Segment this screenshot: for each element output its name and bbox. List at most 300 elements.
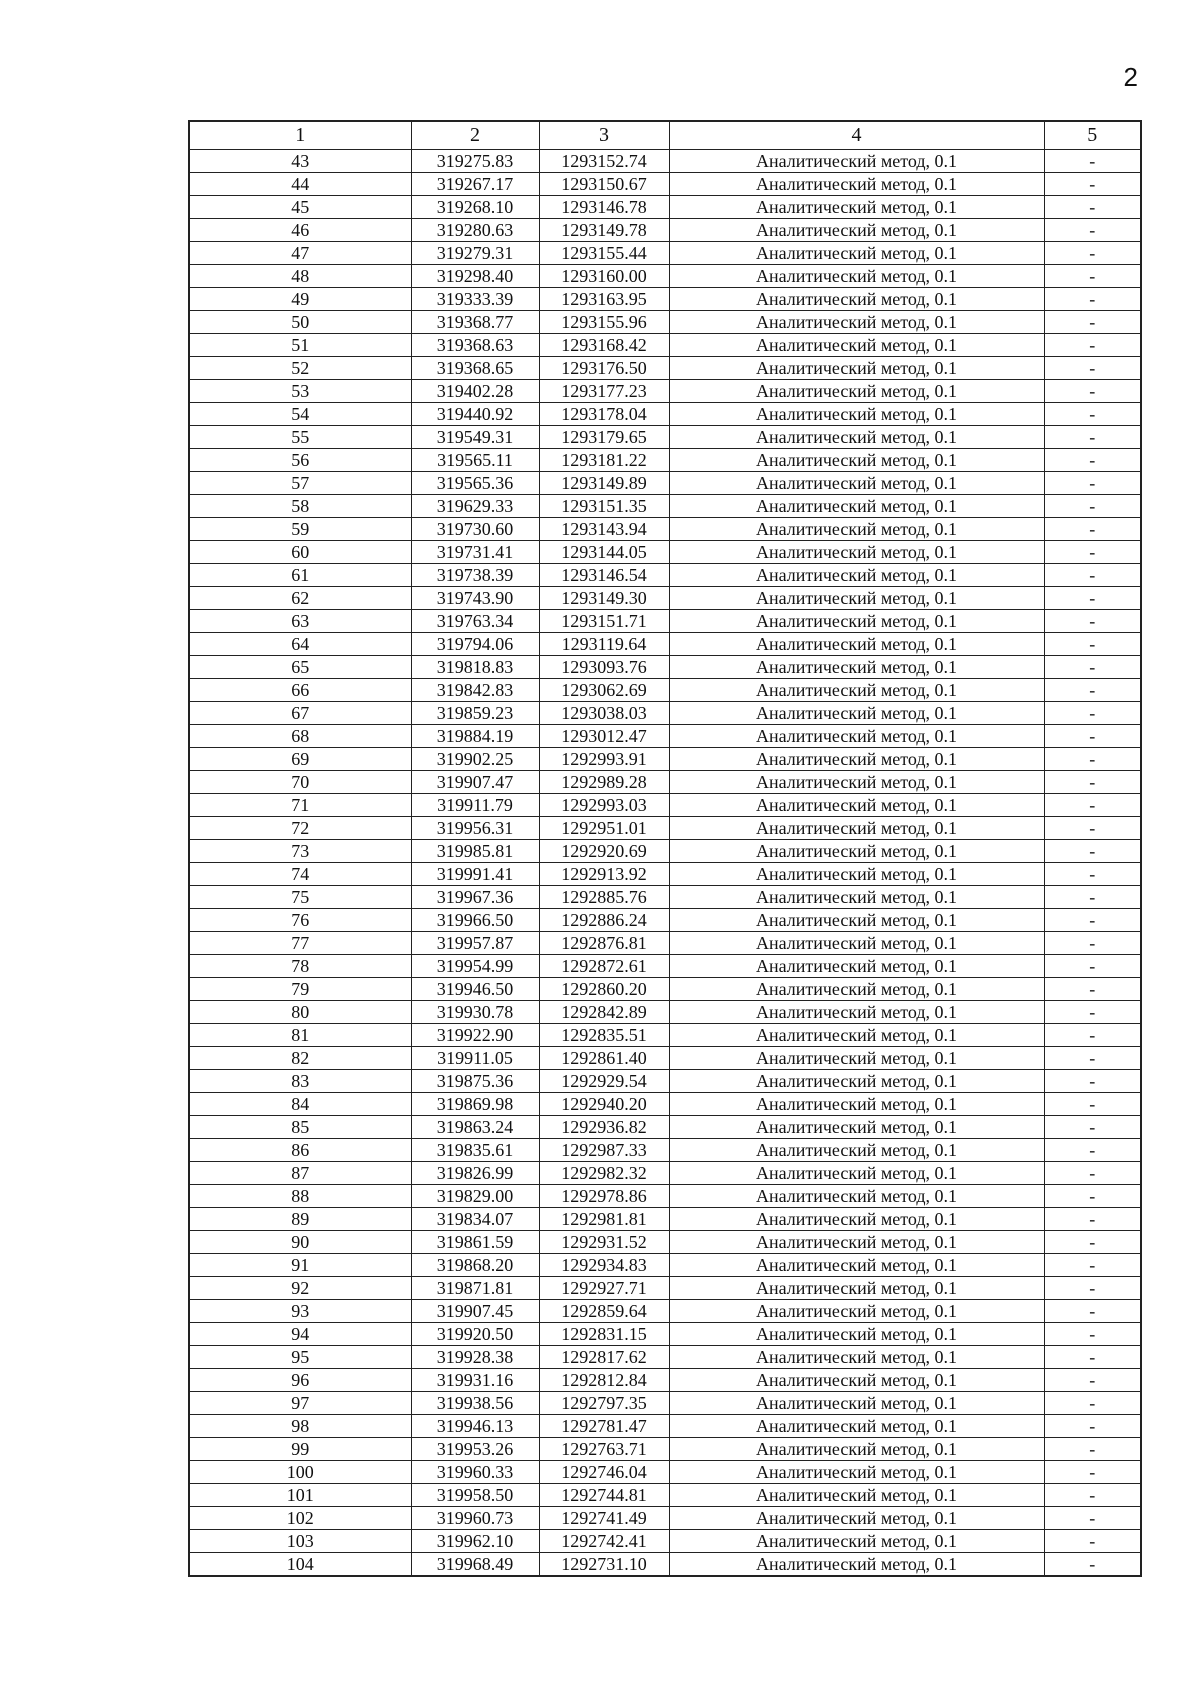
table-row xyxy=(189,840,1141,863)
point-number-cell: 86 xyxy=(189,1139,411,1162)
table-row xyxy=(189,1553,1141,1577)
table-row xyxy=(189,1346,1141,1369)
table-row xyxy=(189,357,1141,380)
note-cell: - xyxy=(1044,173,1141,196)
table-row xyxy=(189,311,1141,334)
point-number-cell: 91 xyxy=(189,1254,411,1277)
x-coordinate-cell: 319953.26 xyxy=(411,1438,539,1461)
note-cell: - xyxy=(1044,1024,1141,1047)
method-cell: Аналитический метод, 0.1 xyxy=(669,1507,1044,1530)
column-header-4: 4 xyxy=(669,121,1044,150)
point-number-cell: 103 xyxy=(189,1530,411,1553)
method-cell: Аналитический метод, 0.1 xyxy=(669,265,1044,288)
y-coordinate-cell: 1293149.30 xyxy=(539,587,669,610)
x-coordinate-cell: 319931.16 xyxy=(411,1369,539,1392)
note-cell: - xyxy=(1044,587,1141,610)
x-coordinate-cell: 319402.28 xyxy=(411,380,539,403)
table-row xyxy=(189,1185,1141,1208)
y-coordinate-cell: 1292993.91 xyxy=(539,748,669,771)
column-header-2: 2 xyxy=(411,121,539,150)
method-cell: Аналитический метод, 0.1 xyxy=(669,817,1044,840)
table-row xyxy=(189,1530,1141,1553)
method-cell: Аналитический метод, 0.1 xyxy=(669,1254,1044,1277)
y-coordinate-cell: 1292981.81 xyxy=(539,1208,669,1231)
point-number-cell: 78 xyxy=(189,955,411,978)
y-coordinate-cell: 1293178.04 xyxy=(539,403,669,426)
y-coordinate-cell: 1292741.49 xyxy=(539,1507,669,1530)
method-cell: Аналитический метод, 0.1 xyxy=(669,311,1044,334)
point-number-cell: 98 xyxy=(189,1415,411,1438)
x-coordinate-cell: 319911.05 xyxy=(411,1047,539,1070)
table-row xyxy=(189,1369,1141,1392)
table-row xyxy=(189,1392,1141,1415)
table-row xyxy=(189,150,1141,173)
note-cell: - xyxy=(1044,1231,1141,1254)
table-row xyxy=(189,1484,1141,1507)
y-coordinate-cell: 1293149.78 xyxy=(539,219,669,242)
table-row xyxy=(189,288,1141,311)
y-coordinate-cell: 1293143.94 xyxy=(539,518,669,541)
method-cell: Аналитический метод, 0.1 xyxy=(669,1484,1044,1507)
point-number-cell: 77 xyxy=(189,932,411,955)
note-cell: - xyxy=(1044,1530,1141,1553)
y-coordinate-cell: 1293160.00 xyxy=(539,265,669,288)
table-row xyxy=(189,518,1141,541)
y-coordinate-cell: 1292920.69 xyxy=(539,840,669,863)
point-number-cell: 74 xyxy=(189,863,411,886)
x-coordinate-cell: 319279.31 xyxy=(411,242,539,265)
y-coordinate-cell: 1292744.81 xyxy=(539,1484,669,1507)
table-row xyxy=(189,587,1141,610)
note-cell: - xyxy=(1044,1208,1141,1231)
y-coordinate-cell: 1293155.44 xyxy=(539,242,669,265)
table-row xyxy=(189,955,1141,978)
table-row xyxy=(189,656,1141,679)
note-cell: - xyxy=(1044,1093,1141,1116)
point-number-cell: 72 xyxy=(189,817,411,840)
y-coordinate-cell: 1292931.52 xyxy=(539,1231,669,1254)
x-coordinate-cell: 319730.60 xyxy=(411,518,539,541)
table-row xyxy=(189,1461,1141,1484)
table-row xyxy=(189,863,1141,886)
y-coordinate-cell: 1292859.64 xyxy=(539,1300,669,1323)
method-cell: Аналитический метод, 0.1 xyxy=(669,794,1044,817)
table-row xyxy=(189,610,1141,633)
x-coordinate-cell: 319861.59 xyxy=(411,1231,539,1254)
x-coordinate-cell: 319938.56 xyxy=(411,1392,539,1415)
method-cell: Аналитический метод, 0.1 xyxy=(669,173,1044,196)
table-row xyxy=(189,1024,1141,1047)
table-header-row xyxy=(189,121,1141,150)
point-number-cell: 65 xyxy=(189,656,411,679)
table-row xyxy=(189,771,1141,794)
point-number-cell: 87 xyxy=(189,1162,411,1185)
table-row xyxy=(189,265,1141,288)
method-cell: Аналитический метод, 0.1 xyxy=(669,955,1044,978)
method-cell: Аналитический метод, 0.1 xyxy=(669,564,1044,587)
note-cell: - xyxy=(1044,656,1141,679)
point-number-cell: 81 xyxy=(189,1024,411,1047)
x-coordinate-cell: 319907.47 xyxy=(411,771,539,794)
method-cell: Аналитический метод, 0.1 xyxy=(669,886,1044,909)
table-row xyxy=(189,1438,1141,1461)
y-coordinate-cell: 1292817.62 xyxy=(539,1346,669,1369)
y-coordinate-cell: 1292731.10 xyxy=(539,1553,669,1577)
x-coordinate-cell: 319268.10 xyxy=(411,196,539,219)
point-number-cell: 57 xyxy=(189,472,411,495)
x-coordinate-cell: 319962.10 xyxy=(411,1530,539,1553)
point-number-cell: 44 xyxy=(189,173,411,196)
note-cell: - xyxy=(1044,1553,1141,1577)
method-cell: Аналитический метод, 0.1 xyxy=(669,1346,1044,1369)
x-coordinate-cell: 319911.79 xyxy=(411,794,539,817)
note-cell: - xyxy=(1044,1001,1141,1024)
table-header xyxy=(189,121,1141,150)
note-cell: - xyxy=(1044,564,1141,587)
note-cell: - xyxy=(1044,1415,1141,1438)
note-cell: - xyxy=(1044,794,1141,817)
note-cell: - xyxy=(1044,1047,1141,1070)
note-cell: - xyxy=(1044,840,1141,863)
y-coordinate-cell: 1292842.89 xyxy=(539,1001,669,1024)
note-cell: - xyxy=(1044,541,1141,564)
y-coordinate-cell: 1293179.65 xyxy=(539,426,669,449)
y-coordinate-cell: 1292872.61 xyxy=(539,955,669,978)
method-cell: Аналитический метод, 0.1 xyxy=(669,380,1044,403)
note-cell: - xyxy=(1044,426,1141,449)
x-coordinate-cell: 319738.39 xyxy=(411,564,539,587)
note-cell: - xyxy=(1044,1300,1141,1323)
method-cell: Аналитический метод, 0.1 xyxy=(669,702,1044,725)
note-cell: - xyxy=(1044,334,1141,357)
method-cell: Аналитический метод, 0.1 xyxy=(669,909,1044,932)
point-number-cell: 96 xyxy=(189,1369,411,1392)
note-cell: - xyxy=(1044,978,1141,1001)
x-coordinate-cell: 319275.83 xyxy=(411,150,539,173)
table-row xyxy=(189,219,1141,242)
point-number-cell: 51 xyxy=(189,334,411,357)
y-coordinate-cell: 1292982.32 xyxy=(539,1162,669,1185)
method-cell: Аналитический метод, 0.1 xyxy=(669,656,1044,679)
method-cell: Аналитический метод, 0.1 xyxy=(669,1277,1044,1300)
note-cell: - xyxy=(1044,1139,1141,1162)
point-number-cell: 55 xyxy=(189,426,411,449)
method-cell: Аналитический метод, 0.1 xyxy=(669,587,1044,610)
x-coordinate-cell: 319794.06 xyxy=(411,633,539,656)
note-cell: - xyxy=(1044,311,1141,334)
table-row xyxy=(189,1415,1141,1438)
x-coordinate-cell: 319868.20 xyxy=(411,1254,539,1277)
method-cell: Аналитический метод, 0.1 xyxy=(669,1369,1044,1392)
y-coordinate-cell: 1292929.54 xyxy=(539,1070,669,1093)
point-number-cell: 53 xyxy=(189,380,411,403)
x-coordinate-cell: 319960.33 xyxy=(411,1461,539,1484)
y-coordinate-cell: 1292951.01 xyxy=(539,817,669,840)
y-coordinate-cell: 1293093.76 xyxy=(539,656,669,679)
method-cell: Аналитический метод, 0.1 xyxy=(669,541,1044,564)
y-coordinate-cell: 1292781.47 xyxy=(539,1415,669,1438)
x-coordinate-cell: 319960.73 xyxy=(411,1507,539,1530)
note-cell: - xyxy=(1044,380,1141,403)
table-row xyxy=(189,1507,1141,1530)
table-row xyxy=(189,794,1141,817)
y-coordinate-cell: 1293177.23 xyxy=(539,380,669,403)
method-cell: Аналитический метод, 0.1 xyxy=(669,150,1044,173)
y-coordinate-cell: 1292885.76 xyxy=(539,886,669,909)
method-cell: Аналитический метод, 0.1 xyxy=(669,748,1044,771)
y-coordinate-cell: 1292927.71 xyxy=(539,1277,669,1300)
note-cell: - xyxy=(1044,403,1141,426)
x-coordinate-cell: 319958.50 xyxy=(411,1484,539,1507)
method-cell: Аналитический метод, 0.1 xyxy=(669,610,1044,633)
x-coordinate-cell: 319826.99 xyxy=(411,1162,539,1185)
y-coordinate-cell: 1293150.67 xyxy=(539,173,669,196)
point-number-cell: 61 xyxy=(189,564,411,587)
table-row xyxy=(189,196,1141,219)
method-cell: Аналитический метод, 0.1 xyxy=(669,1024,1044,1047)
note-cell: - xyxy=(1044,817,1141,840)
point-number-cell: 48 xyxy=(189,265,411,288)
x-coordinate-cell: 319368.77 xyxy=(411,311,539,334)
point-number-cell: 46 xyxy=(189,219,411,242)
point-number-cell: 43 xyxy=(189,150,411,173)
y-coordinate-cell: 1292742.41 xyxy=(539,1530,669,1553)
point-number-cell: 79 xyxy=(189,978,411,1001)
method-cell: Аналитический метод, 0.1 xyxy=(669,357,1044,380)
point-number-cell: 67 xyxy=(189,702,411,725)
x-coordinate-cell: 319946.13 xyxy=(411,1415,539,1438)
note-cell: - xyxy=(1044,955,1141,978)
x-coordinate-cell: 319859.23 xyxy=(411,702,539,725)
method-cell: Аналитический метод, 0.1 xyxy=(669,840,1044,863)
method-cell: Аналитический метод, 0.1 xyxy=(669,403,1044,426)
note-cell: - xyxy=(1044,633,1141,656)
x-coordinate-cell: 319835.61 xyxy=(411,1139,539,1162)
method-cell: Аналитический метод, 0.1 xyxy=(669,449,1044,472)
method-cell: Аналитический метод, 0.1 xyxy=(669,288,1044,311)
point-number-cell: 45 xyxy=(189,196,411,219)
x-coordinate-cell: 319946.50 xyxy=(411,978,539,1001)
x-coordinate-cell: 319985.81 xyxy=(411,840,539,863)
page-number: 2 xyxy=(1123,62,1138,92)
table-row xyxy=(189,1323,1141,1346)
note-cell: - xyxy=(1044,357,1141,380)
method-cell: Аналитический метод, 0.1 xyxy=(669,1047,1044,1070)
method-cell: Аналитический метод, 0.1 xyxy=(669,771,1044,794)
point-number-cell: 68 xyxy=(189,725,411,748)
x-coordinate-cell: 319565.36 xyxy=(411,472,539,495)
point-number-cell: 73 xyxy=(189,840,411,863)
point-number-cell: 75 xyxy=(189,886,411,909)
table-row xyxy=(189,242,1141,265)
note-cell: - xyxy=(1044,1438,1141,1461)
method-cell: Аналитический метод, 0.1 xyxy=(669,1185,1044,1208)
note-cell: - xyxy=(1044,725,1141,748)
note-cell: - xyxy=(1044,472,1141,495)
x-coordinate-cell: 319267.17 xyxy=(411,173,539,196)
x-coordinate-cell: 319922.90 xyxy=(411,1024,539,1047)
x-coordinate-cell: 319549.31 xyxy=(411,426,539,449)
method-cell: Аналитический метод, 0.1 xyxy=(669,242,1044,265)
table-row xyxy=(189,978,1141,1001)
note-cell: - xyxy=(1044,748,1141,771)
table-row xyxy=(189,1093,1141,1116)
note-cell: - xyxy=(1044,1277,1141,1300)
point-number-cell: 47 xyxy=(189,242,411,265)
table-body xyxy=(189,150,1141,1577)
x-coordinate-cell: 319871.81 xyxy=(411,1277,539,1300)
method-cell: Аналитический метод, 0.1 xyxy=(669,1530,1044,1553)
y-coordinate-cell: 1293176.50 xyxy=(539,357,669,380)
note-cell: - xyxy=(1044,265,1141,288)
y-coordinate-cell: 1292831.15 xyxy=(539,1323,669,1346)
coordinates-table xyxy=(188,120,1142,1577)
y-coordinate-cell: 1292746.04 xyxy=(539,1461,669,1484)
point-number-cell: 95 xyxy=(189,1346,411,1369)
point-number-cell: 64 xyxy=(189,633,411,656)
x-coordinate-cell: 319743.90 xyxy=(411,587,539,610)
table-row xyxy=(189,449,1141,472)
method-cell: Аналитический метод, 0.1 xyxy=(669,1300,1044,1323)
y-coordinate-cell: 1292886.24 xyxy=(539,909,669,932)
point-number-cell: 101 xyxy=(189,1484,411,1507)
x-coordinate-cell: 319368.63 xyxy=(411,334,539,357)
point-number-cell: 85 xyxy=(189,1116,411,1139)
point-number-cell: 50 xyxy=(189,311,411,334)
y-coordinate-cell: 1292978.86 xyxy=(539,1185,669,1208)
note-cell: - xyxy=(1044,1484,1141,1507)
table-row xyxy=(189,1300,1141,1323)
point-number-cell: 69 xyxy=(189,748,411,771)
point-number-cell: 52 xyxy=(189,357,411,380)
point-number-cell: 63 xyxy=(189,610,411,633)
table-row xyxy=(189,932,1141,955)
point-number-cell: 82 xyxy=(189,1047,411,1070)
table-row xyxy=(189,1277,1141,1300)
method-cell: Аналитический метод, 0.1 xyxy=(669,1461,1044,1484)
table-row xyxy=(189,633,1141,656)
table-row xyxy=(189,817,1141,840)
note-cell: - xyxy=(1044,1185,1141,1208)
table-row xyxy=(189,702,1141,725)
point-number-cell: 54 xyxy=(189,403,411,426)
method-cell: Аналитический метод, 0.1 xyxy=(669,518,1044,541)
y-coordinate-cell: 1293119.64 xyxy=(539,633,669,656)
y-coordinate-cell: 1293149.89 xyxy=(539,472,669,495)
point-number-cell: 66 xyxy=(189,679,411,702)
y-coordinate-cell: 1293062.69 xyxy=(539,679,669,702)
table-row xyxy=(189,403,1141,426)
method-cell: Аналитический метод, 0.1 xyxy=(669,495,1044,518)
note-cell: - xyxy=(1044,288,1141,311)
note-cell: - xyxy=(1044,219,1141,242)
y-coordinate-cell: 1293038.03 xyxy=(539,702,669,725)
y-coordinate-cell: 1293012.47 xyxy=(539,725,669,748)
method-cell: Аналитический метод, 0.1 xyxy=(669,1162,1044,1185)
method-cell: Аналитический метод, 0.1 xyxy=(669,679,1044,702)
y-coordinate-cell: 1292934.83 xyxy=(539,1254,669,1277)
y-coordinate-cell: 1293146.78 xyxy=(539,196,669,219)
note-cell: - xyxy=(1044,863,1141,886)
table-row xyxy=(189,472,1141,495)
x-coordinate-cell: 319967.36 xyxy=(411,886,539,909)
x-coordinate-cell: 319863.24 xyxy=(411,1116,539,1139)
table-row xyxy=(189,1047,1141,1070)
method-cell: Аналитический метод, 0.1 xyxy=(669,1001,1044,1024)
x-coordinate-cell: 319842.83 xyxy=(411,679,539,702)
y-coordinate-cell: 1293163.95 xyxy=(539,288,669,311)
table-row xyxy=(189,1070,1141,1093)
y-coordinate-cell: 1293181.22 xyxy=(539,449,669,472)
x-coordinate-cell: 319818.83 xyxy=(411,656,539,679)
note-cell: - xyxy=(1044,1070,1141,1093)
y-coordinate-cell: 1293168.42 xyxy=(539,334,669,357)
table-row xyxy=(189,1001,1141,1024)
note-cell: - xyxy=(1044,1323,1141,1346)
note-cell: - xyxy=(1044,771,1141,794)
x-coordinate-cell: 319875.36 xyxy=(411,1070,539,1093)
point-number-cell: 100 xyxy=(189,1461,411,1484)
x-coordinate-cell: 319731.41 xyxy=(411,541,539,564)
note-cell: - xyxy=(1044,196,1141,219)
y-coordinate-cell: 1293152.74 xyxy=(539,150,669,173)
point-number-cell: 104 xyxy=(189,1553,411,1577)
method-cell: Аналитический метод, 0.1 xyxy=(669,1116,1044,1139)
point-number-cell: 89 xyxy=(189,1208,411,1231)
note-cell: - xyxy=(1044,1392,1141,1415)
column-header-1: 1 xyxy=(189,121,411,150)
note-cell: - xyxy=(1044,909,1141,932)
x-coordinate-cell: 319763.34 xyxy=(411,610,539,633)
method-cell: Аналитический метод, 0.1 xyxy=(669,1093,1044,1116)
note-cell: - xyxy=(1044,702,1141,725)
note-cell: - xyxy=(1044,449,1141,472)
note-cell: - xyxy=(1044,886,1141,909)
note-cell: - xyxy=(1044,610,1141,633)
point-number-cell: 97 xyxy=(189,1392,411,1415)
point-number-cell: 90 xyxy=(189,1231,411,1254)
x-coordinate-cell: 319928.38 xyxy=(411,1346,539,1369)
x-coordinate-cell: 319907.45 xyxy=(411,1300,539,1323)
x-coordinate-cell: 319884.19 xyxy=(411,725,539,748)
table-row xyxy=(189,564,1141,587)
method-cell: Аналитический метод, 0.1 xyxy=(669,196,1044,219)
x-coordinate-cell: 319298.40 xyxy=(411,265,539,288)
method-cell: Аналитический метод, 0.1 xyxy=(669,426,1044,449)
note-cell: - xyxy=(1044,1461,1141,1484)
table-row xyxy=(189,173,1141,196)
point-number-cell: 102 xyxy=(189,1507,411,1530)
y-coordinate-cell: 1293155.96 xyxy=(539,311,669,334)
x-coordinate-cell: 319629.33 xyxy=(411,495,539,518)
method-cell: Аналитический метод, 0.1 xyxy=(669,1392,1044,1415)
y-coordinate-cell: 1292987.33 xyxy=(539,1139,669,1162)
x-coordinate-cell: 319954.99 xyxy=(411,955,539,978)
x-coordinate-cell: 319957.87 xyxy=(411,932,539,955)
table-row xyxy=(189,334,1141,357)
x-coordinate-cell: 319440.92 xyxy=(411,403,539,426)
point-number-cell: 49 xyxy=(189,288,411,311)
x-coordinate-cell: 319930.78 xyxy=(411,1001,539,1024)
y-coordinate-cell: 1292993.03 xyxy=(539,794,669,817)
y-coordinate-cell: 1292860.20 xyxy=(539,978,669,1001)
method-cell: Аналитический метод, 0.1 xyxy=(669,219,1044,242)
y-coordinate-cell: 1293151.35 xyxy=(539,495,669,518)
method-cell: Аналитический метод, 0.1 xyxy=(669,633,1044,656)
x-coordinate-cell: 319368.65 xyxy=(411,357,539,380)
table-row xyxy=(189,495,1141,518)
note-cell: - xyxy=(1044,242,1141,265)
